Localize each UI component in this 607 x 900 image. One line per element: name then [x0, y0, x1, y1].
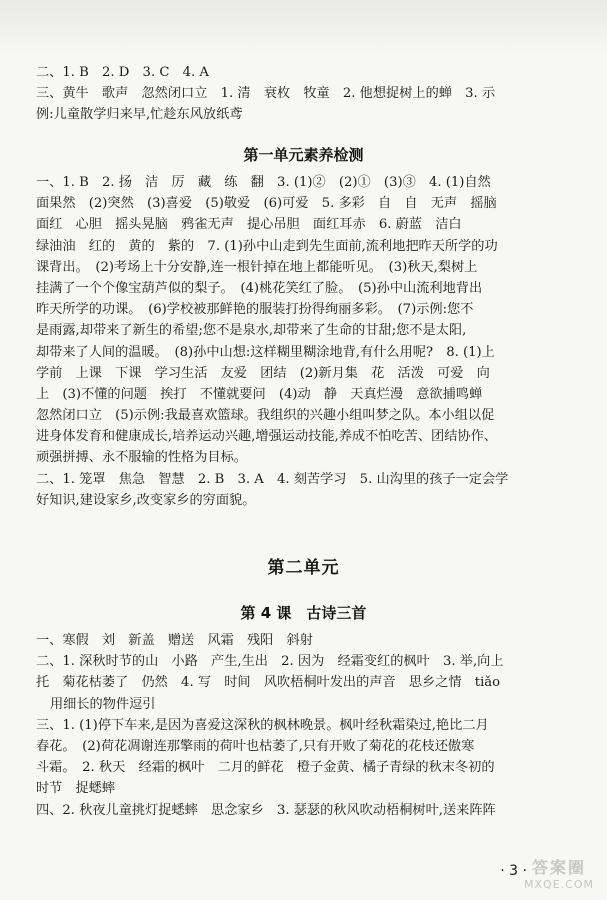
unit1-answer-line: 上 (3)不懂的问题 挨打 不懂就要问 (4)动 静 天真烂漫 意欲捕鸣蝉: [36, 386, 483, 402]
lesson4-answers: [36, 630, 581, 821]
page-number: · 3 ·: [500, 863, 527, 879]
unit1-answer-line: 面红 心胆 摇头晃脑 鸦雀无声 提心吊胆 面红耳赤 6. 蔚蓝 洁白: [36, 217, 462, 233]
unit1-answer-line: 课背出。 (2)考场上十分安静,连一根针掉在地上都能听见。 (3)秋天,梨树上: [36, 259, 478, 275]
watermark-logo: [519, 858, 599, 898]
watermark-bottom-text: MXQE.COM: [524, 878, 594, 891]
previous-answer-line: 二、1. B 2. D 3. C 4. A: [36, 65, 209, 80]
lesson4-answer-line: 托 菊花枯萎了 仍然 4. 写 时间 风吹梧桐叶发出的声音 思乡之情 tiǎo: [36, 675, 501, 691]
unit1-answer-line: 进身体发育和健康成长,培养运动兴趣,增强运动技能,养成不怕吃苦、团结协作、: [36, 429, 497, 445]
lesson4-answer-line: 用细长的物件逗引: [50, 696, 156, 712]
unit1-answer-line: 好知识,建设家乡,改变家乡的穷面貌。: [36, 492, 256, 508]
unit1-answer-line: 面果然 (2)突然 (3)喜爱 (5)敬爱 (6)可爱 5. 多彩 自 自 无声 摇脑: [36, 196, 497, 212]
lesson4-answer-line: 二、1. 深秋时节的山 小路 产生,生出 2. 因为 经霜变红的枫叶 3. 举,向上: [36, 654, 504, 670]
unit1-answer-line: 却带来了人间的温暖。 (8)孙中山想:这样糊里糊涂地背,有什么用呢? 8. (1)上: [36, 344, 495, 360]
unit1-answer-line: 挂满了一个个像宝葫芦似的梨子。 (4)桃花笑红了脸。 (5)孙中山流利地背出: [36, 280, 483, 296]
previous-answer-line: 三、黄牛 歌声 忽然闭口立 1. 清 衰枚 牧童 2. 他想捉树上的蝉 3. 示: [36, 86, 496, 102]
unit1-answer-line: 是雨露,却带来了新生的希望;您不是泉水,却带来了生命的甘甜;您不是太阳,: [36, 323, 467, 339]
top-scan-shadow: [0, 0, 607, 54]
lesson4-answer-line: 春花。 (2)荷花凋谢连那擎雨的荷叶也枯萎了,只有开败了菊花的花枝还傲寒: [36, 738, 475, 754]
previous-answer-line: 例:儿童散学归来早,忙趁东风放纸鸢: [36, 107, 243, 123]
lesson4-answer-line: 斗霜。 2. 秋天 经霜的枫叶 二月的鲜花 橙子金黄、橘子青绿的秋末冬初的: [36, 760, 495, 776]
lesson4-answer-line: 三、1. (1)停下车来,是因为喜爱这深秋的枫林晚景。枫叶经秋霜染过,艳比二月: [36, 717, 489, 733]
previous-section-answers: [36, 62, 581, 126]
lesson4-title: 第 4 课 古诗三首: [240, 604, 367, 622]
unit1-check-answers: [36, 172, 581, 511]
lesson4-answer-line: 时节 捉蟋蟀: [36, 781, 116, 797]
unit1-answer-line: 学前 上课 下课 学习生活 友爱 团结 (2)新月集 花 活泼 可爱 向: [36, 365, 490, 381]
unit1-check-title: 第一单元素养检测: [243, 146, 364, 164]
unit1-answer-line: 顽强拼搏、永不服输的性格为目标。: [36, 450, 247, 466]
unit1-answer-line: 昨天所学的功课。 (6)学校被那鲜艳的服装打扮得绚丽多彩。 (7)示例:您不: [36, 302, 474, 318]
unit1-answer-line: 一、1. B 2. 扬 洁 厉 藏 练 翻 3. (1)② (2)① (3)③ 4. (1)自然: [36, 175, 491, 190]
unit1-answer-line: 忽然闭口立 (5)示例:我最喜欢篮球。我组织的兴趣小组叫梦之队。本小组以促: [36, 408, 495, 424]
unit2-title: 第二单元: [267, 558, 340, 578]
lesson4-answer-line: 四、2. 秋夜儿童挑灯捉蟋蟀 思念家乡 3. 瑟瑟的秋风吹动梧桐树叶,送来阵阵: [36, 802, 496, 818]
watermark-top-text: 答案圈: [531, 858, 586, 877]
unit1-answer-line: 绿油油 红的 黄的 紫的 7. (1)孙中山走到先生面前,流利地把昨天所学的功: [36, 238, 498, 254]
lesson4-answer-line: 一、寒假 刘 新盖 赠送 风霜 残阳 斜射: [36, 633, 313, 648]
unit1-answer-line: 二、1. 笼罩 焦急 智慧 2. B 3. A 4. 刻苦学习 5. 山沟里的孩子一定会学: [36, 471, 509, 487]
